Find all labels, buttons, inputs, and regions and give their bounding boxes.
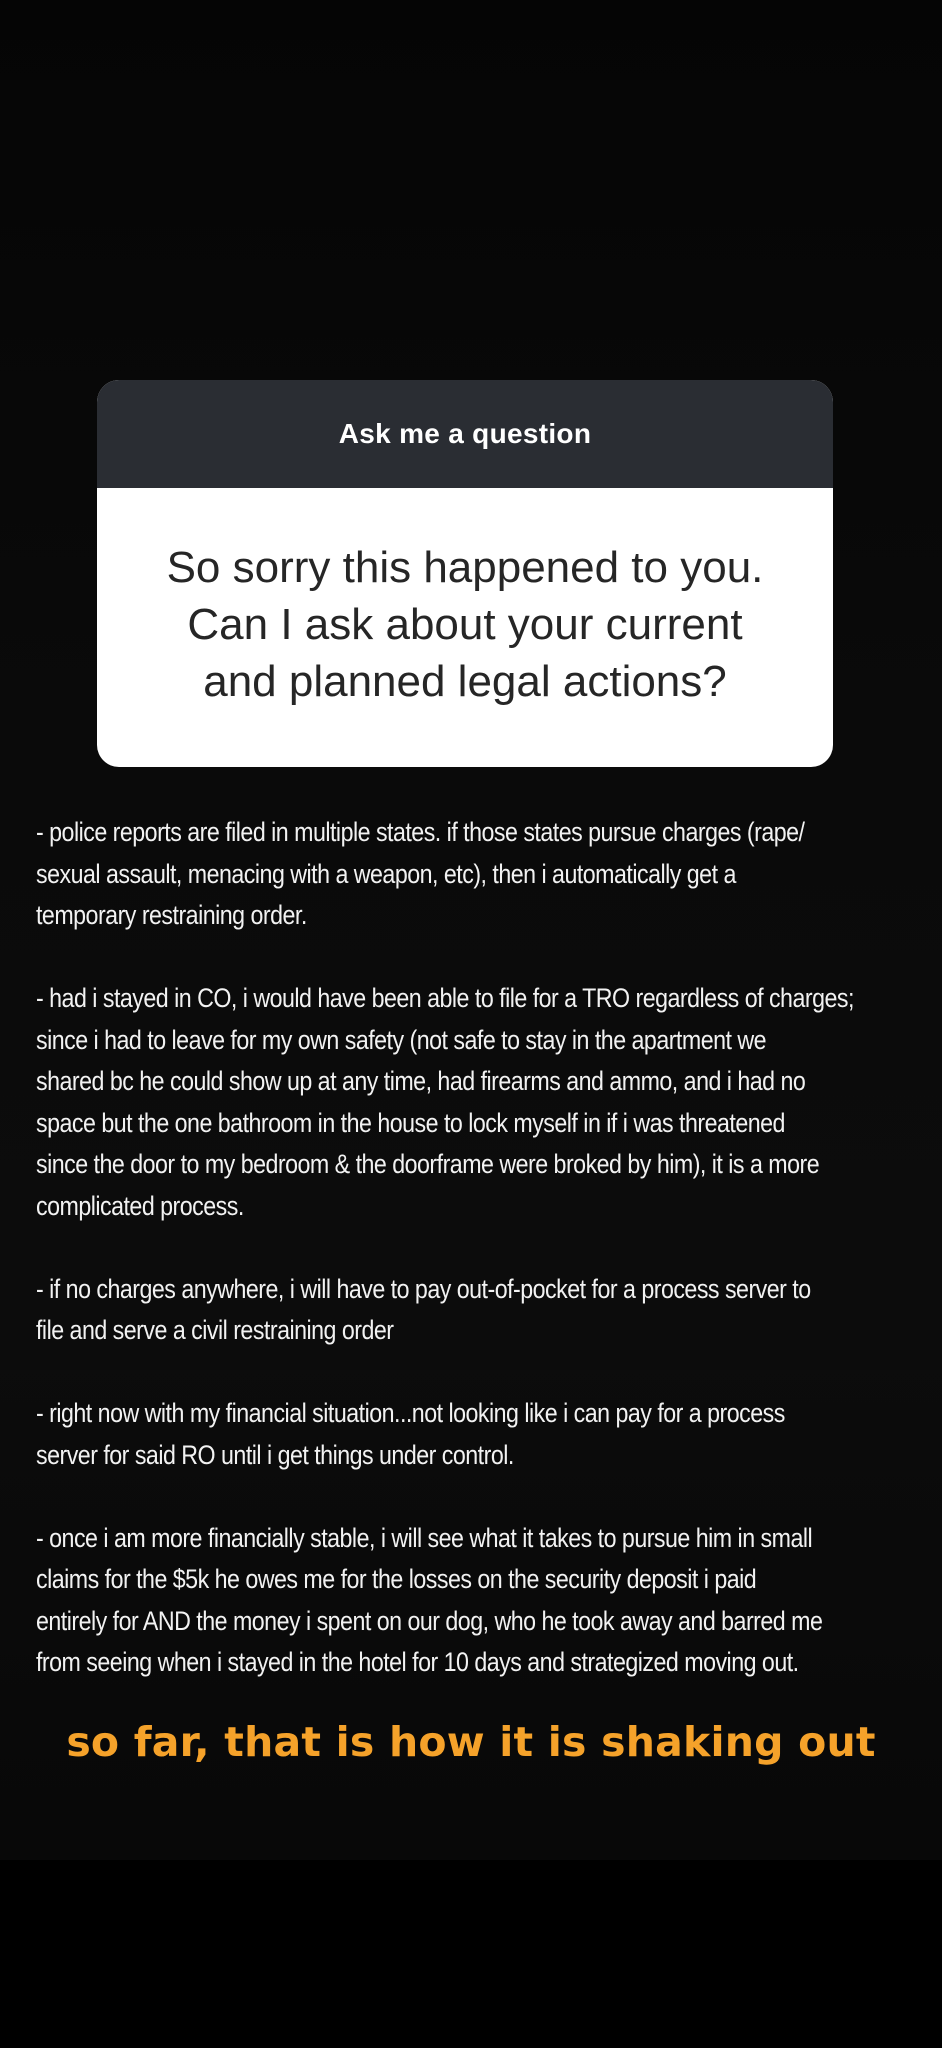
question-text <box>167 539 764 710</box>
answer-paragraph <box>36 1269 913 1352</box>
question-sticker-title: Ask me a question <box>338 418 592 449</box>
answer-line: space but the one bathroom in the house to lock myself in if i was threatened <box>36 1107 785 1138</box>
question-sticker[interactable] <box>97 380 833 767</box>
answer-line: file and serve a civil restraining order <box>36 1315 394 1345</box>
answer-line: - once i am more financially stable, i will see what it takes to pursue him in small <box>36 1522 813 1553</box>
answer-line: since i had to leave for my own safety (not safe to stay in the apartment we <box>36 1024 767 1055</box>
answer-line: sexual assault, menacing with a weapon, etc), then i automatically get a <box>36 858 736 889</box>
question-line: Can I ask about your current <box>187 600 743 649</box>
answer-line: since the door to my bedroom & the doorframe were broked by him), it is a more <box>36 1149 820 1179</box>
answer-paragraph <box>36 1518 913 1684</box>
answer-line: claims for the $5k he owes me for the losses on the security deposit i paid <box>36 1564 757 1594</box>
answer-line: complicated process. <box>36 1190 244 1221</box>
answer-line: server for said RO until i get things under control. <box>36 1439 514 1470</box>
answer-paragraph <box>36 812 913 937</box>
answer-paragraph <box>36 1393 913 1476</box>
bottom-black-bar <box>0 1860 942 2048</box>
question-line: So sorry this happened to you. <box>166 543 764 592</box>
closing-caption: so far, that is how it is shaking out <box>66 1718 876 1766</box>
question-sticker-body <box>97 488 833 767</box>
answer-line: entirely for AND the money i spent on our dog, who he took away and barred me <box>36 1605 823 1636</box>
answer-text-block <box>36 812 916 1725</box>
question-sticker-header <box>97 380 833 488</box>
answer-paragraph <box>36 978 913 1227</box>
answer-line: - police reports are filed in multiple states. if those states pursue charges (rape/ <box>36 817 805 847</box>
answer-line: temporary restraining order. <box>36 900 307 930</box>
answer-line: from seeing when i stayed in the hotel for 10 days and strategized moving out. <box>36 1647 799 1677</box>
answer-line: - right now with my financial situation...not looking like i can pay for a process <box>36 1398 785 1428</box>
answer-line: - if no charges anywhere, i will have to pay out-of-pocket for a process server to <box>36 1273 811 1304</box>
answer-line: - had i stayed in CO, i would have been able to file for a TRO regardless of charges; <box>36 983 854 1013</box>
answer-line: shared bc he could show up at any time, had firearms and ammo, and i had no <box>36 1066 806 1096</box>
question-line: and planned legal actions? <box>203 657 727 706</box>
